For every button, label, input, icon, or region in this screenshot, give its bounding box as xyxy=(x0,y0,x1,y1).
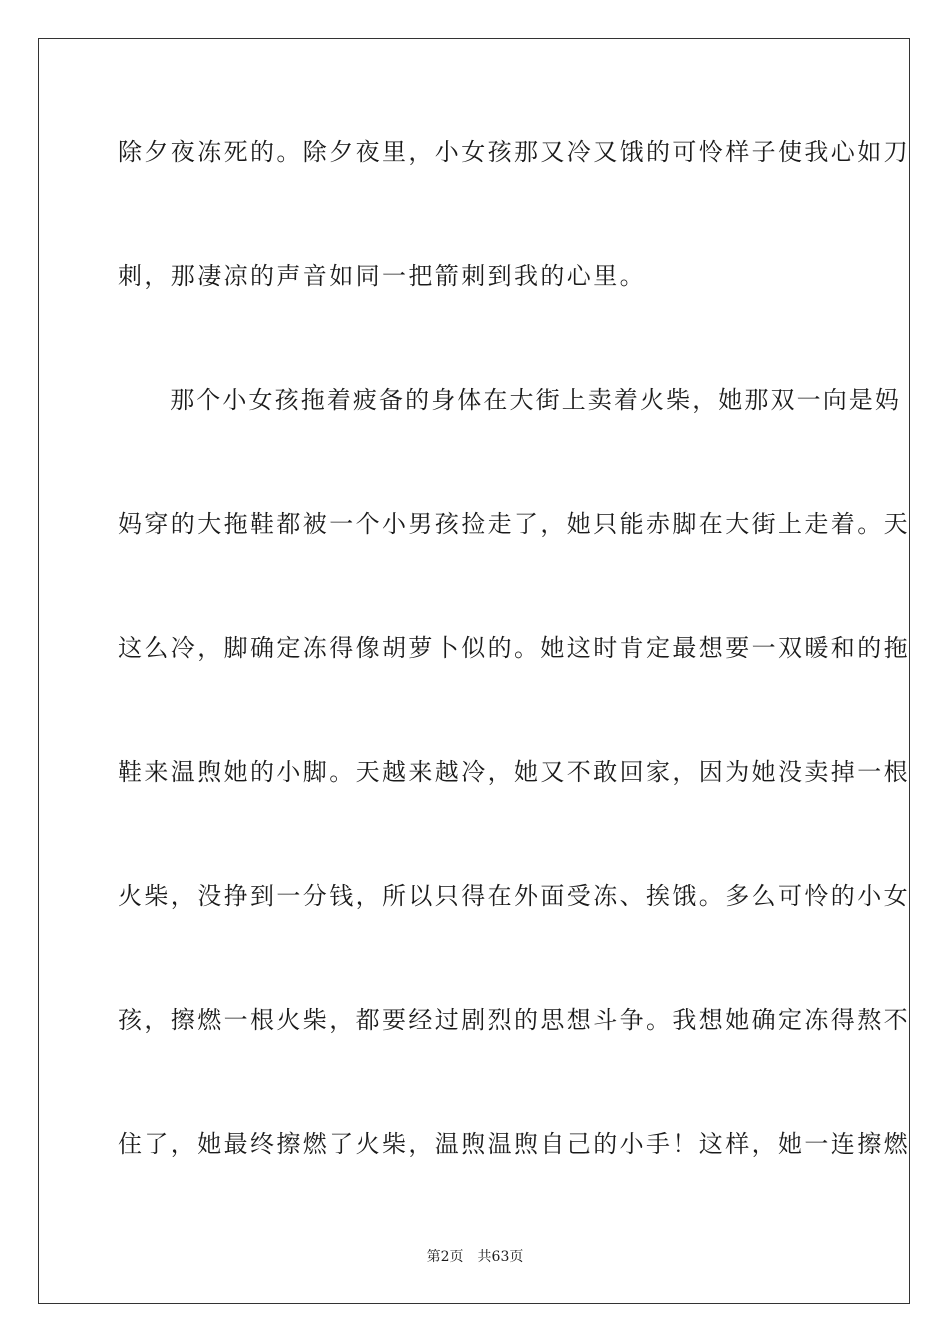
text-line: 火柴，没挣到一分钱，所以只得在外面受冻、挨饿。多么可怜的小女 xyxy=(118,882,910,910)
text-line: 刺，那凄凉的声音如同一把箭刺到我的心里。 xyxy=(118,262,646,290)
page-total: 共63页 xyxy=(477,1249,524,1265)
text-line: 妈穿的大拖鞋都被一个小男孩捡走了，她只能赤脚在大街上走着。天 xyxy=(118,510,910,538)
text-line: 住了，她最终擦燃了火柴，温煦温煦自己的小手！这样，她一连擦燃 xyxy=(118,1130,910,1158)
text-line: 鞋来温煦她的小脚。天越来越冷，她又不敢回家，因为她没卖掉一根 xyxy=(118,758,910,786)
page-number: 第2页 xyxy=(426,1249,464,1265)
text-line: 除夕夜冻死的。除夕夜里，小女孩那又冷又饿的可怜样子使我心如刀 xyxy=(118,138,910,166)
text-line: 这么冷，脚确定冻得像胡萝卜似的。她这时肯定最想要一双暖和的拖 xyxy=(118,634,910,662)
text-line: 孩，擦燃一根火柴，都要经过剧烈的思想斗争。我想她确定冻得熬不 xyxy=(118,1006,910,1034)
page-border xyxy=(38,38,910,1304)
page-footer xyxy=(0,1248,950,1266)
text-line: 那个小女孩拖着疲备的身体在大街上卖着火柴，她那双一向是妈 xyxy=(118,386,901,414)
